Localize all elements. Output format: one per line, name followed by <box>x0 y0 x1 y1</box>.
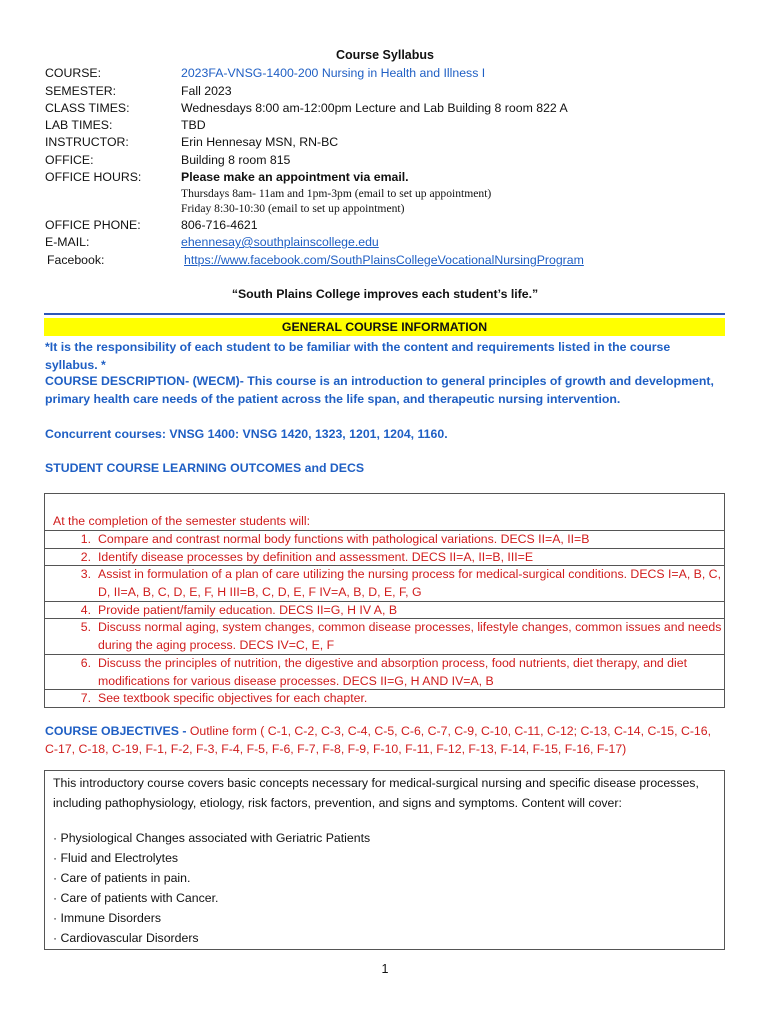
office-hours-label: OFFICE HOURS: <box>45 170 142 184</box>
office-value: Building 8 room 815 <box>181 153 291 167</box>
course-intro-text: This introductory course covers basic concepts necessary for medical-surgical nursing and specific disease processes, including pathophysiology, etiology, risk factors, prevention, and signs and symptoms. Content will cover: <box>53 776 699 810</box>
course-value: 2023FA-VNSG-1400-200 Nursing in Health and Illness I <box>181 66 486 80</box>
lab-times-value: TBD <box>181 118 206 132</box>
semester-value: Fall 2023 <box>181 84 232 98</box>
objectives-text: Outline form ( C-1, C-2, C-3, C-4, C-5, C-6, C-7, C-9, C-10, C-11, C-12; C-13, C-14, C-15, C-16, C-17, C-18, C-19, F-1, F-2, F-3, F-4, F-5, F-6, F-7, F-8, F-9, F-10, F-11, F-12, F-13, F-14, F-15, F-16, F-17) <box>45 724 712 756</box>
semester-label: SEMESTER: <box>45 84 117 98</box>
list-item: · Fluid and Electrolytes <box>53 851 179 865</box>
objectives-label: COURSE OBJECTIVES - <box>45 724 190 738</box>
instructor-label: INSTRUCTOR: <box>45 135 129 149</box>
office-phone-value: 806-716-4621 <box>181 218 258 232</box>
responsibility-note: *It is the responsibility of each student to be familiar with the content and requirements listed in the course syllabus. * <box>45 340 671 372</box>
course-description: COURSE DESCRIPTION- (WECM)- This course is an introduction to general principles of growth and development, primary health care needs of the patient across the life span, and therapeutic nursing intervention. <box>45 374 714 406</box>
lab-times-label: LAB TIMES: <box>45 118 113 132</box>
course-content-box <box>44 770 725 950</box>
list-item: · Cardiovascular Disorders <box>53 931 199 945</box>
email-link[interactable]: ehennesay@southplainscollege.edu <box>181 235 379 249</box>
facebook-link[interactable]: https://www.facebook.com/SouthPlainsCollegeVocationalNursingProgram <box>184 253 584 267</box>
concurrent-courses: Concurrent courses: VNSG 1400: VNSG 1420, 1323, 1201, 1204, 1160. <box>45 427 448 441</box>
list-item: · Care of patients in pain. <box>53 871 191 885</box>
college-motto: “South Plains College improves each student’s life.” <box>231 287 539 301</box>
facebook-label: Facebook: <box>47 253 105 267</box>
course-objectives <box>45 723 725 758</box>
page-title: Course Syllabus <box>336 48 434 62</box>
list-item: · Physiological Changes associated with Geriatric Patients <box>53 831 371 845</box>
outcomes-intro: At the completion of the semester students will: <box>53 514 310 528</box>
list-item: · Immune Disorders <box>53 911 161 925</box>
office-hours-friday: Friday 8:30-10:30 (email to set up appointment) <box>181 202 405 215</box>
course-label: COURSE: <box>45 66 102 80</box>
office-hours-value: Please make an appointment via email. <box>181 170 409 184</box>
list-item: · Care of patients with Cancer. <box>53 891 219 905</box>
office-hours-thursday: Thursdays 8am- 11am and 1pm-3pm (email to set up appointment) <box>181 187 492 200</box>
email-label: E-MAIL: <box>45 235 90 249</box>
page-number: 1 <box>381 962 389 976</box>
general-info-header: GENERAL COURSE INFORMATION <box>44 318 725 336</box>
instructor-value: Erin Hennesay MSN, RN-BC <box>181 135 339 149</box>
class-times-label: CLASS TIMES: <box>45 101 130 115</box>
divider-line <box>44 313 725 315</box>
outcomes-table: At the completion of the semester students will: 1. Compare and contrast normal body functions with pathological variations. DECS II=A, II=B 2. Identify disease processes by definition and assessment. DECS II=A, II=B, III=E 3. Assist in formulation of a plan of care utilizing the nursing process for medical-surgical conditions. DECS I=A, B, C, D, II=A, B, C, D, E, F, H III=B, C, D, E, F IV=A, B, D, E, F, G 4. Provide patient/family education. DECS II=G, H IV A, B 5. Discuss normal aging, system changes, common disease processes, lifestyle changes, common issues and needs during the aging process. DECS IV=C, E, F 6. Discuss the principles of nutrition, the digestive and absorption process, food nutrients, diet therapy, and diet modifications for various disease processes. DECS II=G, H AND IV=A, B 7. See textbook specific objectives for each chapter. <box>44 493 725 708</box>
outcomes-heading: STUDENT COURSE LEARNING OUTCOMES and DECS <box>45 461 365 475</box>
class-times-value: Wednesdays 8:00 am-12:00pm Lecture and Lab Building 8 room 822 A <box>181 101 568 115</box>
office-phone-label: OFFICE PHONE: <box>45 218 141 232</box>
office-label: OFFICE: <box>45 153 94 167</box>
